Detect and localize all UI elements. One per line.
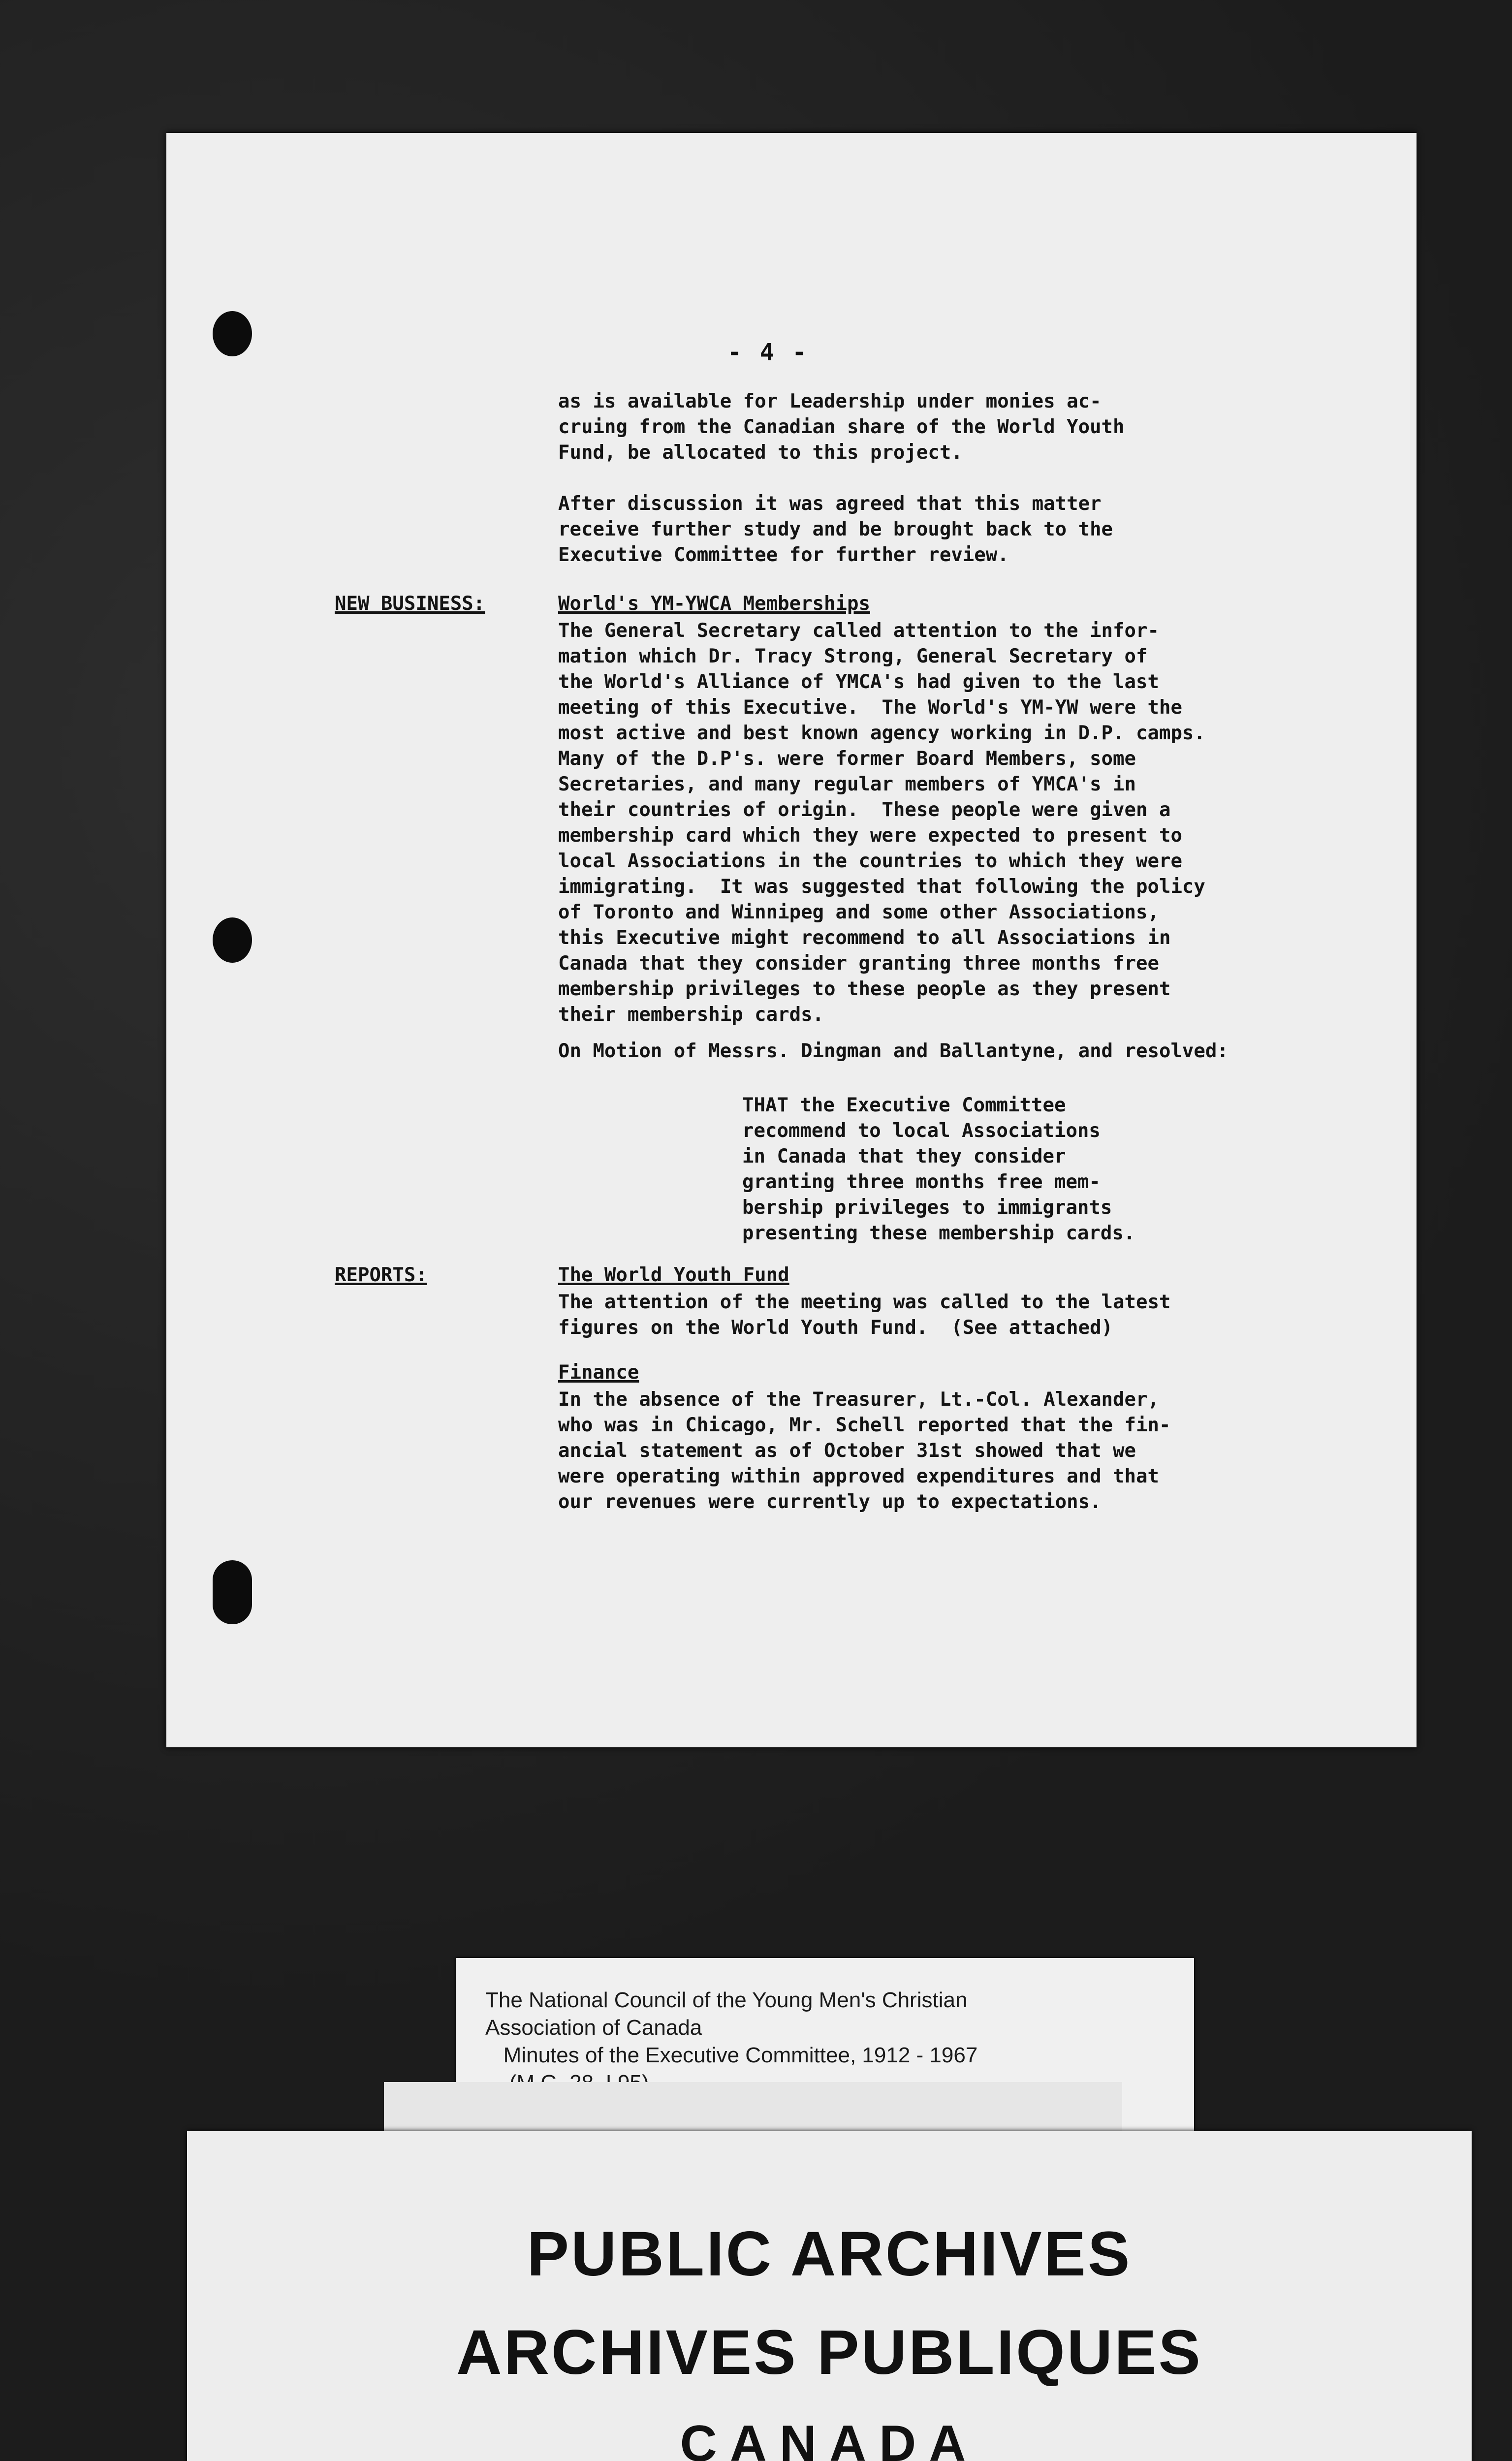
paragraph-memberships: The General Secretary called attention to the infor- mation which Dr. Tracy Strong, General Secretary of the World's Alliance of YMCA's had given to the last meeting of this Executive. The World's YM-YW were the most active and best known agency working in D.P. camps. Many of the D.P's. were former Board Members, some Secretaries, and many regular members of YMCA's in their countries of origin. These people were given a membership card which they were expected to present to local Associations in the countries to which they were immigrating. It was suggested that following the policy of Toronto and Winnipeg and some other Associations, this Executive might recommend to all Associations in Canada that they consider granting three months free membership privileges to these people as they present their membership cards. (558, 620, 1205, 1026)
punch-hole (213, 1560, 252, 1624)
section-label-reports: REPORTS: (335, 1264, 427, 1286)
heading-world-youth-fund: The World Youth Fund (558, 1264, 789, 1286)
page-number: - 4 - (727, 339, 809, 366)
motion-text: On Motion of Messrs. Dingman and Ballantyne, and resolved: (558, 1040, 1228, 1062)
punch-hole (213, 917, 252, 963)
paragraph-world-youth-fund: The attention of the meeting was called to the latest figures on the World Youth Fund. (See attached) (558, 1291, 1171, 1339)
punch-hole (213, 311, 252, 356)
stamp-line-archives-publiques: ARCHIVES PUBLIQUES (456, 2317, 1202, 2388)
heading-memberships: World's YM-YWCA Memberships (558, 593, 870, 615)
paragraph-finance: In the absence of the Treasurer, Lt.-Col. Alexander, who was in Chicago, Mr. Schell reported that the fin- ancial statement as of October 31st showed that we were operating within approved expenditures and that our revenues were currently up to expectations. (558, 1388, 1171, 1513)
archives-stamp (187, 2131, 1472, 2461)
document-page (166, 133, 1417, 1747)
resolution-text: THAT the Executive Committee recommend to local Associations in Canada that they consider granting three months free mem- bership privileges to immigrants presenting these membership cards. (742, 1094, 1135, 1244)
stamp-line-public-archives: PUBLIC ARCHIVES (527, 2219, 1132, 2289)
section-label-new-business: NEW BUSINESS: (335, 593, 485, 615)
archive-label-text: The National Council of the Young Men's Christian Association of Canada Minutes of the Executive Committee, 1912 - 1967 (485, 1988, 978, 2067)
heading-finance: Finance (558, 1361, 639, 1384)
paragraph-leadership: as is available for Leadership under monies ac- cruing from the Canadian share of the World Youth Fund, be allocated to this project. (558, 390, 1125, 464)
paragraph-discussion: After discussion it was agreed that this matter receive further study and be brought back to the Executive Committee for further review. (558, 493, 1113, 566)
stamp-line-canada: CANADA (680, 2415, 979, 2461)
